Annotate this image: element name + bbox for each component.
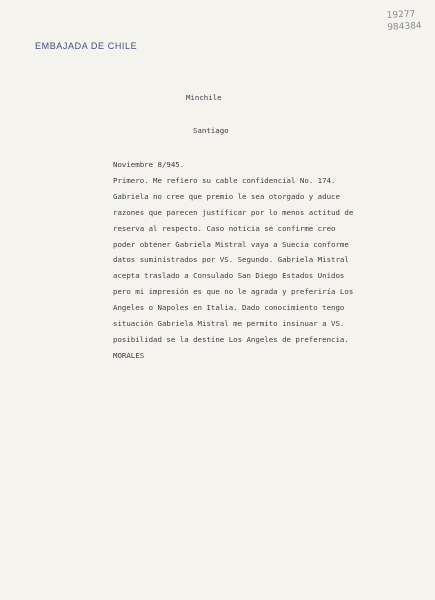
signature: MORALES [113,350,145,360]
archive-number-top: 19277 [386,9,416,21]
body-line: reserva al respecto. Caso noticia se confirme creo [113,223,336,233]
addressee: Minchile [186,93,222,102]
archive-number-bottom: 984384 [386,21,422,33]
letterhead: EMBAJADA DE CHILE [35,41,138,51]
archive-number-stamp [386,8,422,34]
body-line: razones que parecen justificar por lo menos actitud de [113,207,354,217]
date-line: Noviembre 8/945. [113,160,185,169]
letter-body [113,157,383,364]
body-line: pero mi impresión es que no le agrada y preferiría Los [113,287,354,297]
city: Santiago [193,126,229,135]
body-line: Primero. Me refiero su cable confidencial No. 174. [113,175,336,185]
body-line: poder obtener Gabriela Mistral vaya a Suecia conforme [113,239,349,249]
body-line: posibilidad se la destine Los Angeles de preferencia. [113,334,349,344]
body-line: datos suministrados por VS. Segundo. Gabriela Mistral [113,255,349,265]
body-line: Angeles o Napoles en Italia. Dado conocimiento tengo [113,303,345,313]
body-line: Gabriela no cree que premio le sea otorgado y aduce [113,191,340,201]
body-line: acepta traslado a Consulado San Diego Estados Unidos [113,271,345,281]
body-line: situación Gabriela Mistral me permito insinuar a VS. [113,319,345,329]
